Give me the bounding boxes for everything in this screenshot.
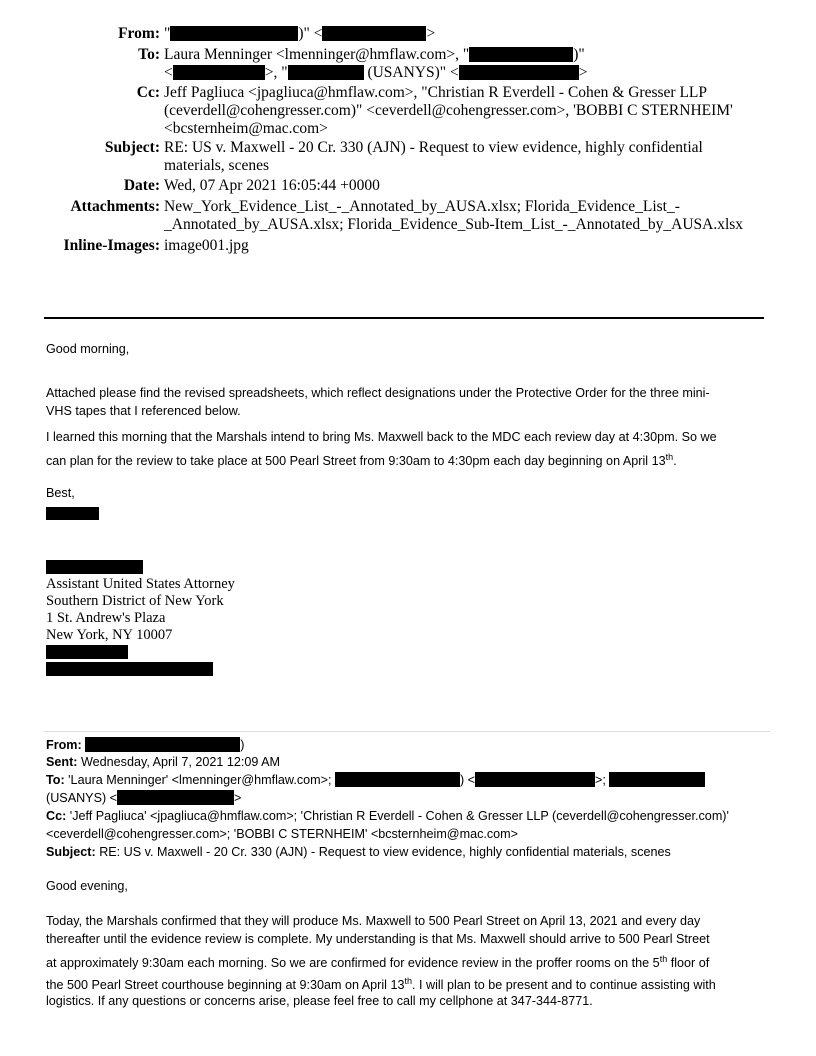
redaction <box>609 772 705 787</box>
cc-value-2: (ceverdell@cohengresser.com)" <ceverdell@cohengresser.com>, 'BOBBI C STERNHEIM' <box>164 102 733 119</box>
redaction <box>85 737 240 752</box>
redaction <box>288 65 364 80</box>
divider <box>44 731 770 732</box>
paragraph-line: can plan for the review to take place at 500 Pearl Street from 9:30am to 4:30pm each day beginning on April 13th. <box>46 452 677 469</box>
paragraph-line: the 500 Pearl Street courthouse beginning at 9:30am on April 13th. I will plan to be present and to continue assisting with <box>46 976 716 993</box>
inline-images-label: Inline-Images: <box>63 237 160 254</box>
signature-line: Southern District of New York <box>46 593 224 609</box>
prior-to: To: 'Laura Menninger' <lmenninger@hmflaw.com>; ) < >; <box>46 772 705 788</box>
redaction <box>475 772 595 787</box>
redaction <box>469 47 573 62</box>
date-label: Date: <box>123 177 160 194</box>
redaction <box>322 26 426 41</box>
paragraph-line: thereafter until the evidence review is complete. My understanding is that Ms. Maxwell should arrive to 500 Pearl Street <box>46 932 710 946</box>
redaction <box>46 507 99 520</box>
signature-line: New York, NY 10007 <box>46 627 173 643</box>
redaction <box>335 772 460 787</box>
prior-subject: Subject: RE: US v. Maxwell - 20 Cr. 330 (AJN) - Request to view evidence, highly confidential materials, scenes <box>46 845 671 859</box>
inline-image-link[interactable]: image001.jpg <box>164 237 249 254</box>
to-label: To: <box>138 46 160 63</box>
cc-value-3: <bcsternheim@mac.com> <box>164 120 328 137</box>
subject-value: RE: US v. Maxwell - 20 Cr. 330 (AJN) - Request to view evidence, highly confidential <box>164 139 703 156</box>
prior-from: From: ) <box>46 738 245 752</box>
attachments-label: Attachments: <box>70 198 160 215</box>
redaction <box>46 645 128 659</box>
cc-value: Jeff Pagliuca <jpagliuca@hmflaw.com>, "Christian R Everdell - Cohen & Gresser LLP <box>164 84 707 101</box>
prior-cc-2: <ceverdell@cohengresser.com>; 'BOBBI C STERNHEIM' <bcsternheim@mac.com> <box>46 827 519 841</box>
date-value: Wed, 07 Apr 2021 16:05:44 +0000 <box>164 177 380 194</box>
closing: Best, <box>46 486 75 500</box>
paragraph-line: at approximately 9:30am each morning. So we are confirmed for evidence review in the proffer rooms on the 5th floor of <box>46 954 710 971</box>
greeting: Good morning, <box>46 342 130 356</box>
prior-to-2: (USANYS) < > <box>46 791 242 805</box>
redaction <box>459 65 579 80</box>
paragraph-line: Today, the Marshals confirmed that they will produce Ms. Maxwell to 500 Pearl Street on April 13, 2021 and every day <box>46 914 701 928</box>
redaction <box>46 662 213 676</box>
subject-label: Subject: <box>104 139 160 156</box>
from-label: From: <box>118 25 160 42</box>
prior-greeting: Good evening, <box>46 879 128 893</box>
to-value-2: < >, " (USANYS)" < > <box>164 64 588 81</box>
prior-cc: Cc: 'Jeff Pagliuca' <jpagliuca@hmflaw.com>; 'Christian R Everdell - Cohen & Gresser LLP (ceverdell@cohengresser.com)' <box>46 809 729 823</box>
from-value: " )" < > <box>164 25 436 42</box>
signature-line: 1 St. Andrew's Plaza <box>46 610 166 626</box>
paragraph-line: Attached please find the revised spreadsheets, which reflect designations under the Protective Order for the three mini- <box>46 386 710 400</box>
cc-label: Cc: <box>136 84 160 101</box>
redaction <box>46 560 143 574</box>
redaction <box>117 790 234 805</box>
paragraph-line: VHS tapes that I referenced below. <box>46 404 241 418</box>
signature-line: Assistant United States Attorney <box>46 576 235 592</box>
to-value: Laura Menninger <lmenninger@hmflaw.com>, " )" <box>164 46 585 63</box>
subject-value-2: materials, scenes <box>164 157 270 174</box>
paragraph-line: I learned this morning that the Marshals intend to bring Ms. Maxwell back to the MDC each review day at 4:30pm. So we <box>46 430 717 444</box>
attachment-link[interactable]: New_York_Evidence_List_-_Annotated_by_AUSA.xlsx; Florida_Evidence_List_- <box>164 198 680 215</box>
redaction <box>170 26 298 41</box>
prior-sent: Sent: Wednesday, April 7, 2021 12:09 AM <box>46 755 281 769</box>
redaction <box>173 65 265 80</box>
attachment-link-2[interactable]: _Annotated_by_AUSA.xlsx; Florida_Evidence_Sub-Item_List_-_Annotated_by_AUSA.xlsx <box>164 216 744 233</box>
divider <box>44 317 764 319</box>
paragraph-line: logistics. If any questions or concerns arise, please feel free to call my cellphone at 347-344-8771. <box>46 994 593 1008</box>
